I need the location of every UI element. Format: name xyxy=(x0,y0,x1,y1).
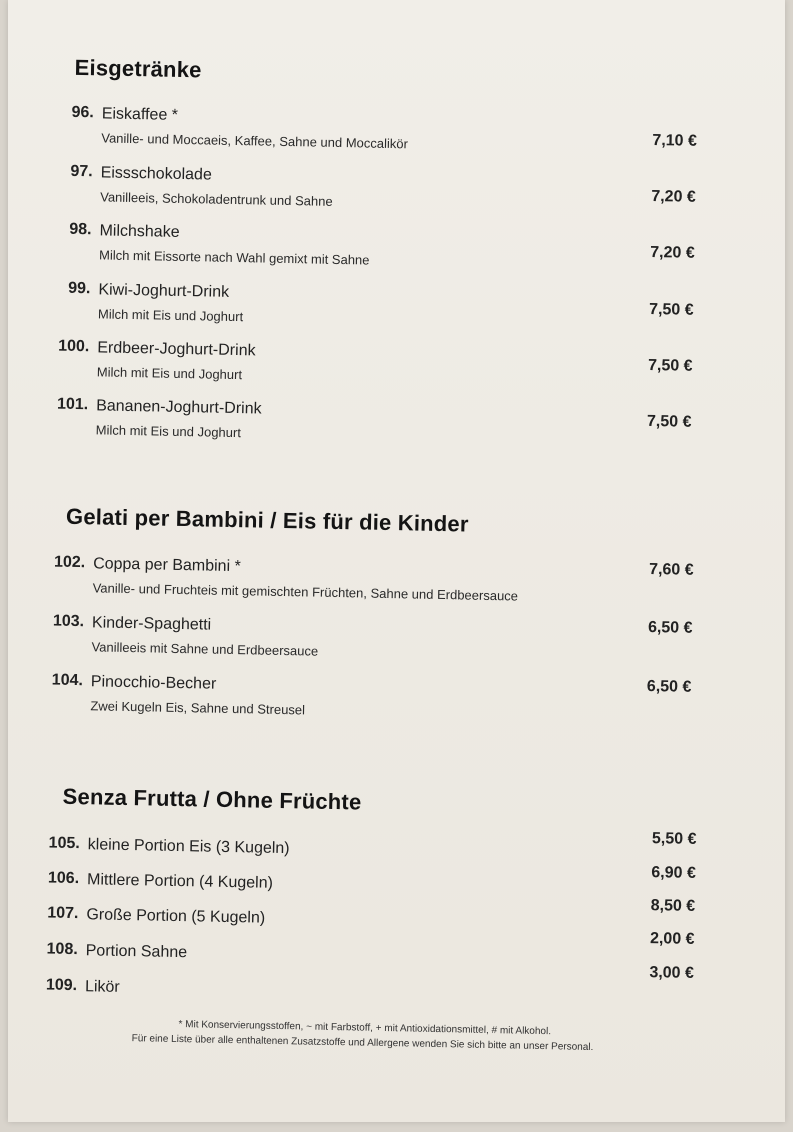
item-name: Portion Sahne xyxy=(85,942,188,962)
section-title-gelati: Gelati per Bambini / Eis für die Kinder xyxy=(65,503,469,537)
item-price-101: 7,50 € xyxy=(646,412,692,431)
item-name: Eiskaffee * xyxy=(101,105,179,124)
item-price-106: 6,90 € xyxy=(651,864,696,882)
item-number: 97. xyxy=(70,162,93,181)
footnote-allergens: Für eine Liste über alle enthaltenen Zusatzstoffe und Allergene wenden Sie sich bitte an unser Personal. xyxy=(131,1033,594,1054)
item-description: Vanille- und Fruchteis mit gemischten Früchten, Sahne und Erdbeersauce xyxy=(92,580,519,604)
item-name: kleine Portion Eis (3 Kugeln) xyxy=(87,836,290,858)
item-number: 103. xyxy=(52,612,85,631)
item-description: Vanille- und Moccaeis, Kaffee, Sahne und Moccalikör xyxy=(101,130,409,152)
item-number: 98. xyxy=(69,220,92,239)
section-title-eisgetraenke: Eisgetränke xyxy=(74,54,202,83)
item-price-108: 2,00 € xyxy=(649,930,695,948)
item-price-104: 6,50 € xyxy=(646,677,692,696)
section-title-senza-frutta: Senza Frutta / Ohne Früchte xyxy=(62,783,362,815)
item-price-97: 7,20 € xyxy=(651,187,696,206)
item-number: 107. xyxy=(47,904,79,923)
item-price-102: 7,60 € xyxy=(648,561,694,579)
item-price-109: 3,00 € xyxy=(649,964,695,982)
item-name: Coppa per Bambini * xyxy=(92,555,241,576)
item-number: 108. xyxy=(46,940,78,959)
item-number: 109. xyxy=(45,976,78,995)
item-number: 101. xyxy=(56,395,89,414)
item-number: 104. xyxy=(51,671,84,690)
item-price-99: 7,50 € xyxy=(648,300,694,319)
item-description: Zwei Kugeln Eis, Sahne und Streusel xyxy=(90,698,306,718)
item-name: Eissschokolade xyxy=(100,164,212,184)
footnote-additives: * Mit Konservierungsstoffen, ~ mit Farbstoff, + mit Antioxidationsmittel, # mit Alkohol. xyxy=(178,1019,552,1038)
item-number: 102. xyxy=(53,553,86,572)
item-number: 105. xyxy=(48,834,80,853)
item-price-107: 8,50 € xyxy=(650,897,696,915)
item-description: Vanilleeis, Schokoladentrunk und Sahne xyxy=(100,189,333,209)
item-name: Erdbeer-Joghurt-Drink xyxy=(97,339,256,360)
item-description: Milch mit Eis und Joghurt xyxy=(95,422,242,441)
item-name: Bananen-Joghurt-Drink xyxy=(96,397,262,418)
item-name: Kiwi-Joghurt-Drink xyxy=(98,281,230,301)
item-price-100: 7,50 € xyxy=(647,356,693,375)
item-number: 99. xyxy=(68,279,91,298)
item-name: Milchshake xyxy=(99,222,180,241)
item-number: 106. xyxy=(47,869,80,888)
item-number: 96. xyxy=(71,103,94,122)
item-name: Große Portion (5 Kugeln) xyxy=(86,906,266,927)
item-description: Milch mit Eissorte nach Wahl gemixt mit Sahne xyxy=(98,247,370,268)
item-number: 100. xyxy=(58,337,90,356)
item-description: Milch mit Eis und Joghurt xyxy=(96,364,243,383)
item-price-96: 7,10 € xyxy=(652,131,698,150)
item-price-98: 7,20 € xyxy=(650,243,695,262)
item-price-103: 6,50 € xyxy=(647,618,693,637)
item-name: Mittlere Portion (4 Kugeln) xyxy=(86,871,274,892)
item-description: Vanilleeis mit Sahne und Erdbeersauce xyxy=(91,639,319,659)
item-name: Likör xyxy=(84,978,120,996)
item-name: Pinocchio-Becher xyxy=(90,673,217,693)
item-name: Kinder-Spaghetti xyxy=(91,614,212,634)
item-price-105: 5,50 € xyxy=(651,830,697,848)
item-description: Milch mit Eis und Joghurt xyxy=(97,306,244,325)
